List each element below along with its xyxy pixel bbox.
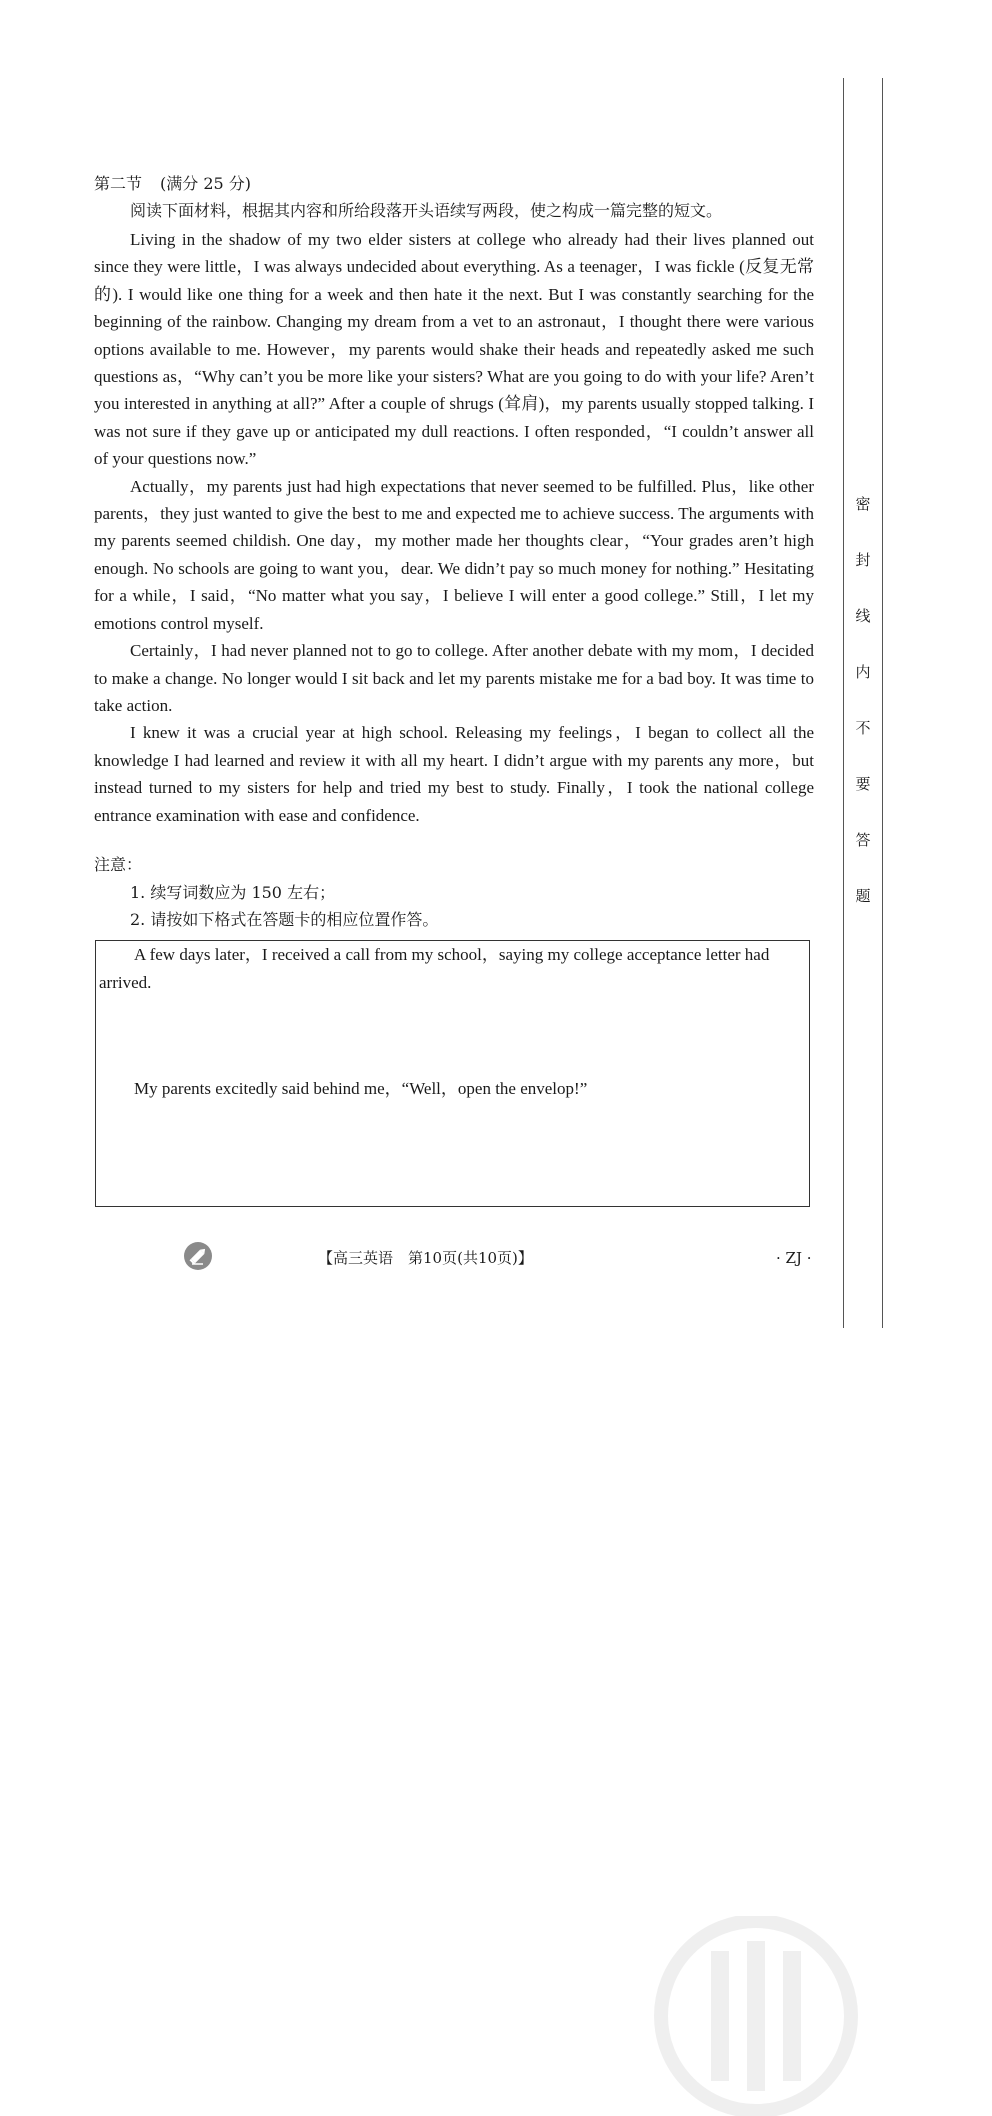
footer-page-info: 【高三英语 第10页(共10页)】 [318,1249,533,1267]
note-item-format: 2. 请按如下格式在答题卡的相应位置作答。 [130,910,439,929]
passage-paragraph-1: Living in the shadow of my two elder sisters at college who already had their lives planned out since they were little，I was always undecided about everything. As a teenager，I was fickle (反复无常的). I would like one thing for a week and then hate it the next. But I was constantly searching for the beginning of the rainbow. Changing my dream from a vet to an astronaut，I thought there were various options available to me. However，my parents would shake their heads and repeatedly asked me such questions as，“Why can’t you be more like your sisters? What are you going to do with your life? Aren’t you interested in anything at all?” After a couple of shrugs (耸肩)，my parents usually stopped talking. I was not sure if they gave up or anticipated my dull reactions. I often responded，“I couldn’t answer all of your questions now.” [94,230,814,469]
seal-char: 内 [855,663,871,681]
notes-label: 注意： [94,855,143,874]
passage-paragraph-4: I knew it was a crucial year at high school. Releasing my feelings，I began to collect all the knowledge I had learned and review it with all my heart. I didn’t argue with my parents any more，but instead turned to my sisters for help and tried my best to study. Finally，I took the national college entrance examination with ease and confidence. [94,723,814,825]
continuation-prompt-2: My parents excitedly said behind me，“Well，open the envelop!” [134,1079,588,1098]
seal-char: 不 [855,719,871,737]
note-item-word-count: 1. 续写词数应为 150 左右； [130,883,336,902]
section-heading [94,172,251,196]
passage-paragraph-2: Actually，my parents just had high expectations that never seemed to be fulfilled. Plus，like other parents，they just wanted to give the best to me and expected me to achieve success. The arguments with my parents seemed childish. One day，my mother made her thoughts clear，“Your grades aren’t high enough. No schools are going to want you，dear. We didn’t pay so much money for nothing.” Hesitating for a while，I said，“No matter what you say，I believe I will enter a good college.” Still，I let my emotions control myself. [94,476,814,633]
pencil-icon [183,1241,213,1271]
reading-passage [94,226,814,829]
seal-char: 题 [855,887,871,905]
seal-line-left [843,78,844,1328]
continuation-prompt-1: A few days later，I received a call from my school，saying my college acceptance letter had arrived. [99,945,770,992]
seal-line-right [882,78,883,1328]
seal-char: 封 [855,551,871,569]
seal-char: 答 [855,831,871,849]
section-instruction: 阅读下面材料，根据其内容和所给段落开头语续写两段，使之构成一篇完整的短文。 [130,201,723,220]
seal-char: 密 [855,495,871,513]
footer-region-code: · ZJ · [776,1249,812,1267]
section-score: (满分 25 分) [160,174,252,193]
section-title: 第二节 [94,174,143,193]
seal-char: 线 [855,607,871,625]
answer-box [95,940,810,1207]
passage-paragraph-3: Certainly，I had never planned not to go to college. After another debate with my mom，I decided to make a change. No longer would I sit back and let my parents mistake me for a bad boy. It was time to take action. [94,641,814,715]
seal-char: 要 [855,775,871,793]
watermark-logo-icon [641,1916,871,2116]
